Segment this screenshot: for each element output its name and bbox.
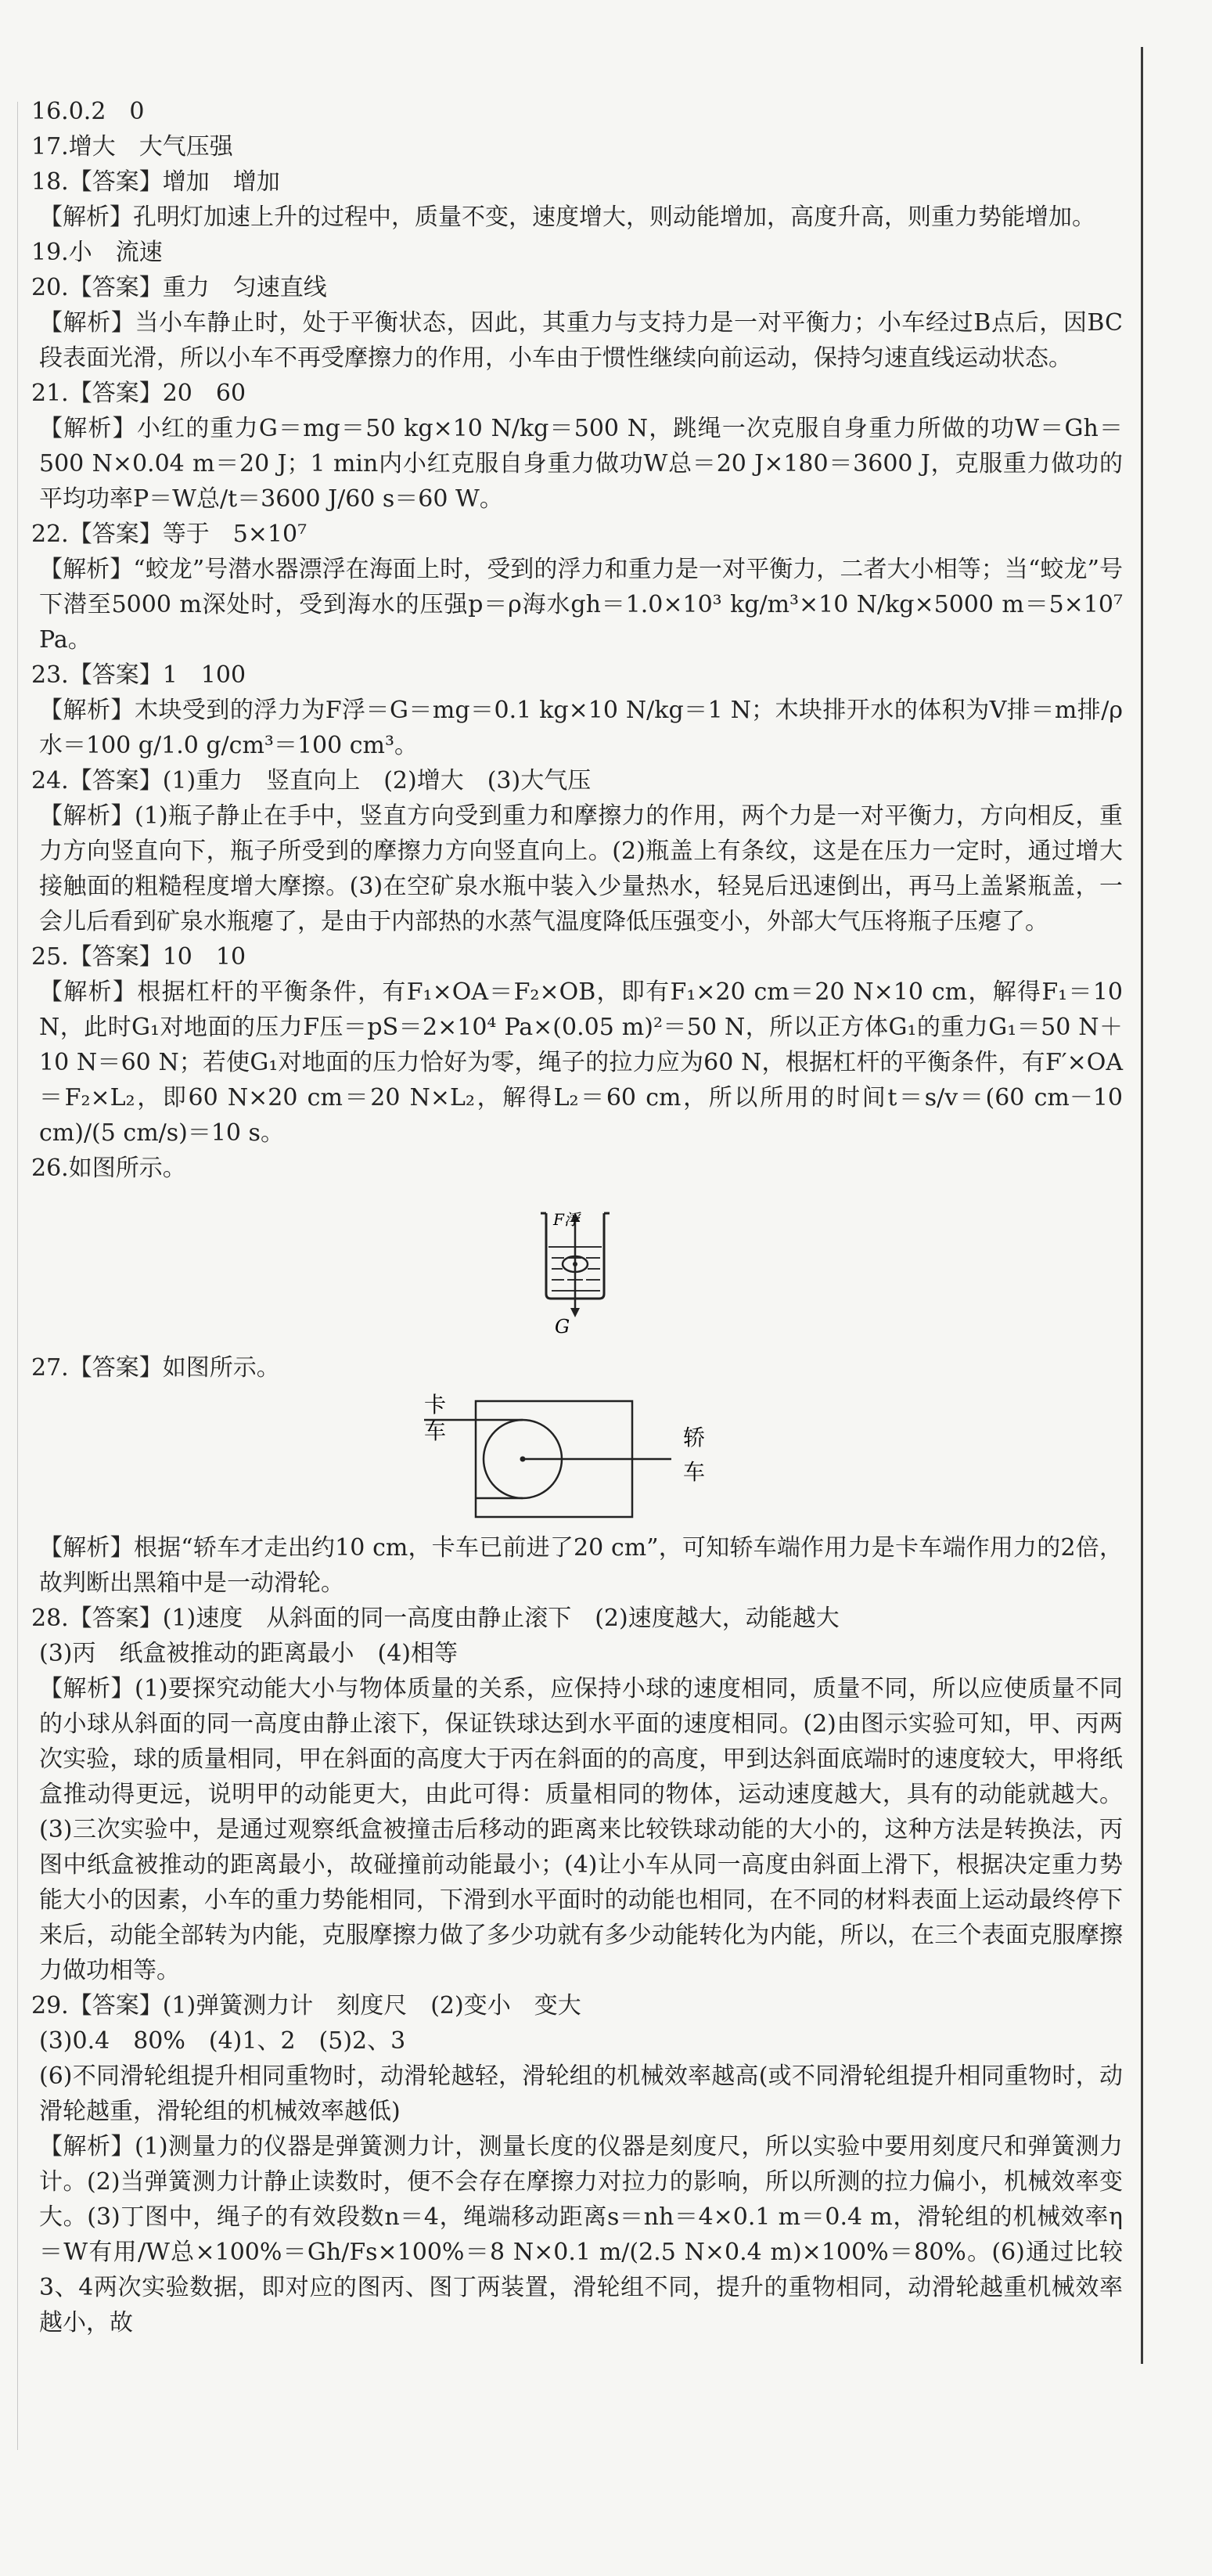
- analysis-29: 【解析】(1)测量力的仪器是弹簧测力计，测量长度的仪器是刻度尺，所以实验中要用刻度尺和弹簧测力计。(2)当弹簧测力计静止读数时，便不会存在摩擦力对拉力的影响，所以所测的拉力偏小，机械效率变大。(3)丁图中，绳子的有效段数n＝4，绳端移动距离s＝nh＝4×0.1 m＝0.4 m，滑轮组的机械效率η＝W有用/W总×100%＝Gh/Fs×100%＝8 N×0.1 m/(2.5 N×0.4 m)×100%＝80%。(6)通过比较3、4两次实验数据，即对应的图丙、图丁两装置，滑轮组不同，提升的重物相同，动滑轮越重机械效率越小，故: [39, 2133, 1123, 2336]
- answer-26: 26.如图所示。: [31, 1155, 186, 1182]
- analysis-21: 【解析】小红的重力G＝mg＝50 kg×10 N/kg＝500 N，跳绳一次克服自身重力所做的功W＝Gh＝500 N×0.04 m＝20 J；1 min内小红克服自身重力做功W总＝20 J×180＝3600 J，克服重力做功的平均功率P＝W总/t＝3600 J/60 s＝60 W。: [39, 415, 1123, 513]
- gravity-label: G: [554, 1316, 570, 1338]
- truck-label-2: 车: [423, 1418, 446, 1444]
- binding-edge-line: [1141, 47, 1143, 2364]
- car-label-2: 车: [682, 1459, 705, 1485]
- answer-16: 16.0.2 0: [31, 98, 145, 125]
- answer-28: 28.【答案】(1)速度 从斜面的同一高度由静止滚下 (2)速度越大，动能越大: [31, 1605, 840, 1632]
- answer-20: 20.【答案】重力 匀速直线: [31, 274, 327, 301]
- answer-21: 21.【答案】20 60: [31, 380, 246, 407]
- analysis-28: 【解析】(1)要探究动能大小与物体质量的关系，应保持小球的速度相同，质量不同，所以应使质量不同的小球从斜面的同一高度由静止滚下，保证铁球达到水平面的速度相同。(2)由图示实验可知，甲、丙两次实验，球的质量相同，甲在斜面的高度大于丙在斜面的的高度，甲到达斜面底端时的速度较大，甲将纸盒推动得更远，说明甲的动能更大，由此可得：质量相同的物体，运动速度越大，具有的动能就越大。(3)三次实验中，是通过观察纸盒被撞击后移动的距离来比较铁球动能的大小的，这种方法是转换法，丙图中纸盒被推动的距离最小，故碰撞前动能最小；(4)让小车从同一高度由斜面上滑下，根据决定重力势能大小的因素，小车的重力势能相同，下滑到水平面时的动能也相同，在不同的材料表面上运动最终停下来后，动能全部转为内能，克服摩擦力做了多少功就有多少动能转化为内能，所以，在三个表面克服摩擦力做功相等。: [39, 1675, 1123, 1984]
- answer-23: 23.【答案】1 100: [31, 661, 246, 689]
- analysis-25: 【解析】根据杠杆的平衡条件，有F₁×OA＝F₂×OB，即有F₁×20 cm＝20 N×10 cm，解得F₁＝10 N，此时G₁对地面的压力F压＝pS＝2×10⁴ Pa×(0.05 m)²＝50 N，所以正方体G₁的重力G₁＝50 N＋10 N＝60 N；若使G₁对地面的压力恰好为零，绳子的拉力应为60 N，根据杠杆的平衡条件，有F′×OA＝F₂×L₂，即60 N×20 cm＝20 N×L₂，解得L₂＝60 cm，所以所用的时间t＝s/v＝(60 cm－10 cm)/(5 cm/s)＝10 s。: [39, 978, 1123, 1147]
- figure-27-pulley: [31, 1393, 1123, 1522]
- answer-25: 25.【答案】10 10: [31, 943, 246, 971]
- answer-29: 29.【答案】(1)弹簧测力计 刻度尺 (2)变小 变大: [31, 1992, 581, 2019]
- answer-27: 27.【答案】如图所示。: [31, 1354, 280, 1382]
- analysis-27: 【解析】根据“轿车才走出约10 cm，卡车已前进了20 cm”，可知轿车端作用力是卡车端作用力的2倍，故判断出黑箱中是一动滑轮。: [39, 1534, 1123, 1597]
- truck-label-1: 卡: [423, 1393, 446, 1418]
- analysis-20: 【解析】当小车静止时，处于平衡状态，因此，其重力与支持力是一对平衡力；小车经过B点后，因BC段表面光滑，所以小车不再受摩擦力的作用，小车由于惯性继续向前运动，保持匀速直线运动状态。: [39, 309, 1123, 372]
- answer-18: 18.【答案】增加 增加: [31, 168, 280, 196]
- analysis-18: 【解析】孔明灯加速上升的过程中，质量不变，速度增大，则动能增加，高度升高，则重力势能增加。: [39, 204, 1095, 231]
- answer-17: 17.增大 大气压强: [31, 133, 233, 160]
- analysis-23: 【解析】木块受到的浮力为F浮＝G＝mg＝0.1 kg×10 N/kg＝1 N；木块排开水的体积为V排＝m排/ρ水＝100 g/1.0 g/cm³＝100 cm³。: [39, 697, 1123, 759]
- analysis-24: 【解析】(1)瓶子静止在手中，竖直方向受到重力和摩擦力的作用，两个力是一对平衡力，方向相反，重力方向竖直向下，瓶子所受到的摩擦力方向竖直向上。(2)瓶盖上有条纹，这是在压力一定时，通过增大接触面的粗糙程度增大摩擦。(3)在空矿泉水瓶中装入少量热水，轻晃后迅速倒出，再马上盖紧瓶盖，一会儿后看到矿泉水瓶瘪了，是由于内部热的水蒸气温度降低压强变小，外部大气压将瓶子压瘪了。: [39, 802, 1123, 935]
- left-margin-rule: [17, 102, 18, 2450]
- beaker-force-diagram: [519, 1202, 636, 1338]
- answer-22: 22.【答案】等于 5×10⁷: [31, 521, 307, 548]
- answer-29-cont-2: (6)不同滑轮组提升相同重物时，动滑轮越轻，滑轮组的机械效率越高(或不同滑轮组提升相同重物时，动滑轮越重，滑轮组的机械效率越低): [39, 2063, 1123, 2125]
- car-label-1: 轿: [682, 1425, 705, 1450]
- answer-24: 24.【答案】(1)重力 竖直向上 (2)增大 (3)大气压: [31, 767, 592, 794]
- buoyancy-label: F浮: [552, 1210, 580, 1229]
- answer-19: 19.小 流速: [31, 239, 163, 266]
- answer-content: [31, 94, 1123, 2340]
- analysis-22: 【解析】“蛟龙”号潜水器漂浮在海面上时，受到的浮力和重力是一对平衡力，二者大小相等；当“蛟龙”号下潜至5000 m深处时，受到海水的压强p＝ρ海水gh＝1.0×10³ kg/m³×10 N/kg×5000 m＝5×10⁷ Pa。: [39, 556, 1123, 654]
- answer-28-cont: (3)丙 纸盒被推动的距离最小 (4)相等: [39, 1640, 458, 1667]
- figure-26-buoyancy: [31, 1202, 1123, 1338]
- answer-29-cont-1: (3)0.4 80% (4)1、2 (5)2、3: [39, 2027, 406, 2055]
- black-box-pulley-diagram: [413, 1393, 742, 1522]
